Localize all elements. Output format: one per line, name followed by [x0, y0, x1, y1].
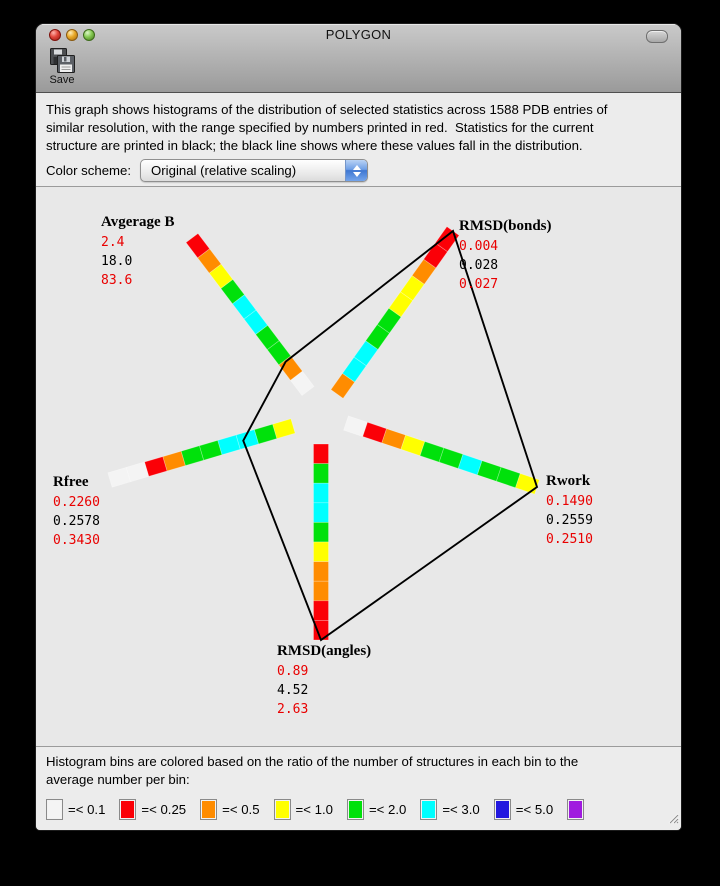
histogram-bin-yellow: [314, 542, 329, 562]
legend-swatch-white: [46, 799, 63, 820]
window-chrome: [36, 24, 681, 93]
arrow-up-icon: [353, 165, 361, 170]
axis-values: [101, 233, 132, 290]
legend-panel: [36, 746, 681, 830]
color-scheme-value: Original (relative scaling): [151, 163, 297, 178]
toolbar-toggle-button[interactable]: [646, 30, 668, 43]
axis-min-value: 0.2260: [53, 495, 100, 510]
histogram-bin-orange: [314, 581, 329, 601]
legend-label: =< 0.25: [141, 802, 187, 817]
legend-label: =< 5.0: [515, 802, 554, 817]
resize-grip[interactable]: [665, 810, 679, 829]
axis-label-block: [277, 643, 372, 717]
axis-values: [277, 662, 308, 719]
polygon-plot: [36, 187, 681, 746]
axis-name: Rwork: [546, 473, 591, 489]
legend-label: =< 1.0: [295, 802, 333, 817]
legend-swatch-green: [347, 799, 364, 820]
axis-min-value: 2.4: [101, 235, 125, 250]
axis-label-block: [101, 214, 175, 288]
legend-item: [274, 799, 333, 820]
axis-max-value: 0.027: [459, 277, 499, 292]
polygon-window: [36, 24, 681, 830]
color-scheme-select[interactable]: [140, 159, 368, 182]
titlebar[interactable]: [36, 24, 681, 46]
legend-item: [567, 799, 589, 820]
histogram-bin-cyan: [314, 503, 329, 523]
axis-values: [546, 492, 593, 549]
axis-max-value: 0.2510: [546, 532, 593, 547]
axis-name: RMSD(angles): [277, 643, 372, 659]
histogram-bin-red: [314, 601, 329, 621]
legend-label: =< 0.1: [68, 802, 106, 817]
popup-stepper-icon: [345, 160, 367, 181]
save-button[interactable]: [44, 47, 80, 86]
histogram-bin-orange: [314, 562, 329, 582]
axis-label-block: [53, 474, 100, 548]
axis-current-value: 4.52: [277, 683, 309, 698]
legend-item: [347, 799, 406, 820]
window-title: POLYGON: [325, 27, 392, 42]
legend-swatch-cyan: [420, 799, 437, 820]
legend-label: =< 0.5: [222, 802, 260, 817]
axis-name: Avgerage B: [101, 214, 175, 230]
histogram-bin-green: [314, 464, 329, 484]
legend-swatch-red: [119, 799, 136, 820]
save-floppy-icon: [44, 47, 80, 74]
description-text: This graph shows histograms of the distribution of selected statistics across 1588 PDB entries of similar resolution, with the range specified by numbers printed in red. Statistics for the current structure are printed in black; the black line shows where these values fall in the distribution.: [46, 102, 608, 153]
arrow-down-icon: [353, 172, 361, 177]
legend-swatch-blue: [494, 799, 511, 820]
histogram-bin-green: [314, 522, 329, 542]
axis-values: [53, 493, 100, 550]
axis-min-value: 0.89: [277, 664, 309, 679]
polygon-plot-canvas: [36, 187, 681, 746]
legend-item: [200, 799, 259, 820]
histogram-bin-white: [108, 467, 131, 487]
legend-row: [46, 799, 597, 820]
legend-swatch-yellow: [274, 799, 291, 820]
axis-max-value: 2.63: [277, 702, 309, 717]
legend-item: [420, 799, 479, 820]
histogram-bin-cyan: [314, 483, 329, 503]
legend-intro-text: Histogram bins are colored based on the ratio of the number of structures in each bin to the average number per bin:: [46, 754, 579, 787]
axis-name: Rfree: [53, 474, 89, 490]
histogram-bin-red: [314, 444, 329, 464]
axis-label-block: [546, 473, 593, 547]
legend-label: =< 3.0: [442, 802, 480, 817]
color-scheme-label: Color scheme:: [46, 163, 132, 178]
axis-current-value: 18.0: [101, 254, 133, 269]
legend-item: [494, 799, 553, 820]
axis-current-value: 0.2559: [546, 513, 593, 528]
axis-min-value: 0.1490: [546, 494, 593, 509]
legend-swatch-purple: [567, 799, 584, 820]
legend-label: =< 2.0: [368, 802, 407, 817]
axis-current-value: 0.028: [459, 258, 499, 273]
axis-max-value: 0.3430: [53, 533, 100, 548]
axis-max-value: 83.6: [101, 273, 133, 288]
axis-values: [459, 237, 498, 294]
axis-min-value: 0.004: [459, 239, 499, 254]
toolbar: [36, 46, 681, 92]
color-scheme-row: [46, 159, 368, 182]
legend-item: [119, 799, 186, 820]
legend-swatch-orange: [200, 799, 217, 820]
axis-current-value: 0.2578: [53, 514, 100, 529]
axis-label-block: [459, 218, 552, 292]
header-panel: [36, 93, 681, 187]
save-button-label: Save: [49, 74, 75, 86]
axis-name: RMSD(bonds): [459, 218, 552, 234]
legend-item: [46, 799, 105, 820]
